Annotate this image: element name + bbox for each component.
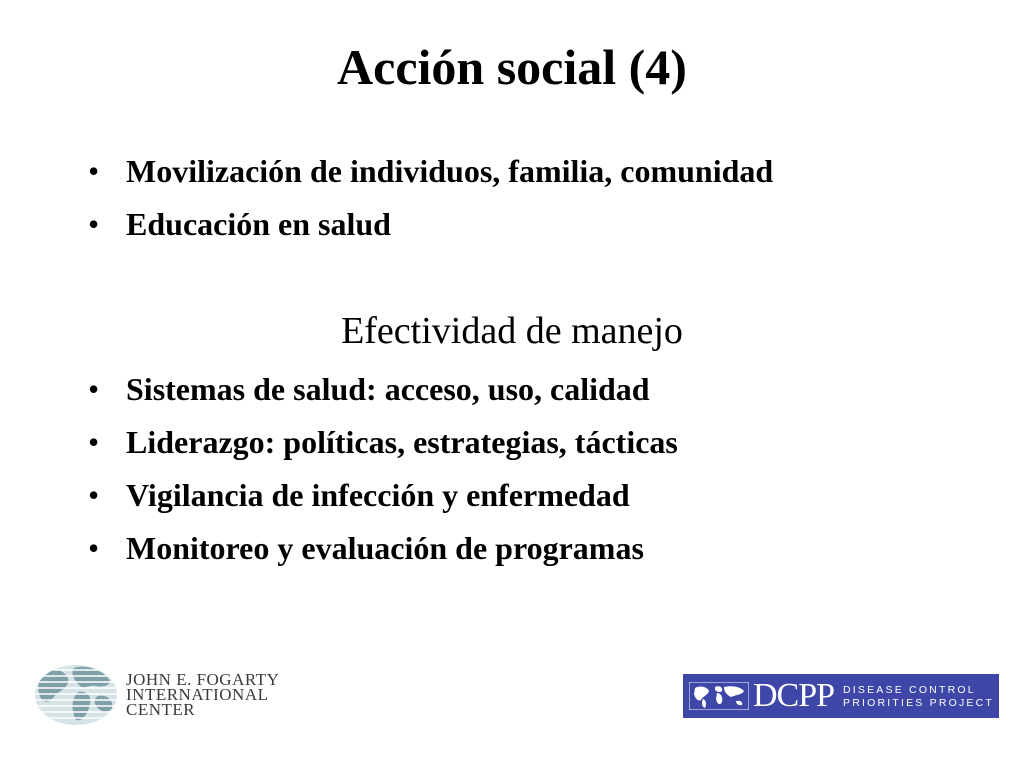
fogarty-wordmark — [126, 672, 279, 717]
bullet-icon: • — [88, 371, 100, 407]
bullet-text: Educación en salud — [126, 206, 391, 242]
bullet-icon: • — [88, 424, 100, 460]
dcpp-line-2: PRIORITIES PROJECT — [843, 697, 995, 709]
section-heading: Efectividad de manejo — [341, 310, 683, 352]
bullet-text: Monitoreo y evaluación de programas — [126, 530, 644, 566]
bullet-text: Movilización de individuos, familia, comunidad — [126, 153, 774, 189]
bullet-icon: • — [88, 153, 100, 189]
bullet-icon: • — [88, 477, 100, 513]
bullet-icon: • — [88, 530, 100, 566]
fogarty-line-2: INTERNATIONAL — [126, 685, 269, 704]
list-item — [88, 469, 678, 522]
globe-icon — [34, 664, 120, 726]
bullet-text: Vigilancia de infección y enfermedad — [126, 477, 630, 513]
dcpp-line-1: DISEASE CONTROL — [843, 684, 976, 696]
fogarty-logo — [34, 664, 324, 726]
list-item — [88, 363, 678, 416]
world-map-icon — [689, 682, 749, 710]
slide-title: Acción social (4) — [337, 39, 687, 95]
bullet-icon: • — [88, 206, 100, 242]
fogarty-line-3: CENTER — [126, 700, 196, 719]
dcpp-logo — [683, 674, 999, 718]
fogarty-line-1: JOHN E. FOGARTY — [126, 670, 280, 689]
list-item — [88, 145, 773, 198]
dcpp-subtitle — [843, 684, 994, 710]
bullet-text: Sistemas de salud: acceso, uso, calidad — [126, 371, 650, 407]
list-item — [88, 416, 678, 469]
list-item — [88, 522, 678, 575]
bullet-text: Liderazgo: políticas, estrategias, tácticas — [126, 424, 678, 460]
dcpp-acronym: DCPP — [753, 677, 835, 714]
bullet-list-bottom — [88, 363, 678, 575]
bullet-list-top — [88, 145, 773, 251]
list-item — [88, 198, 773, 251]
